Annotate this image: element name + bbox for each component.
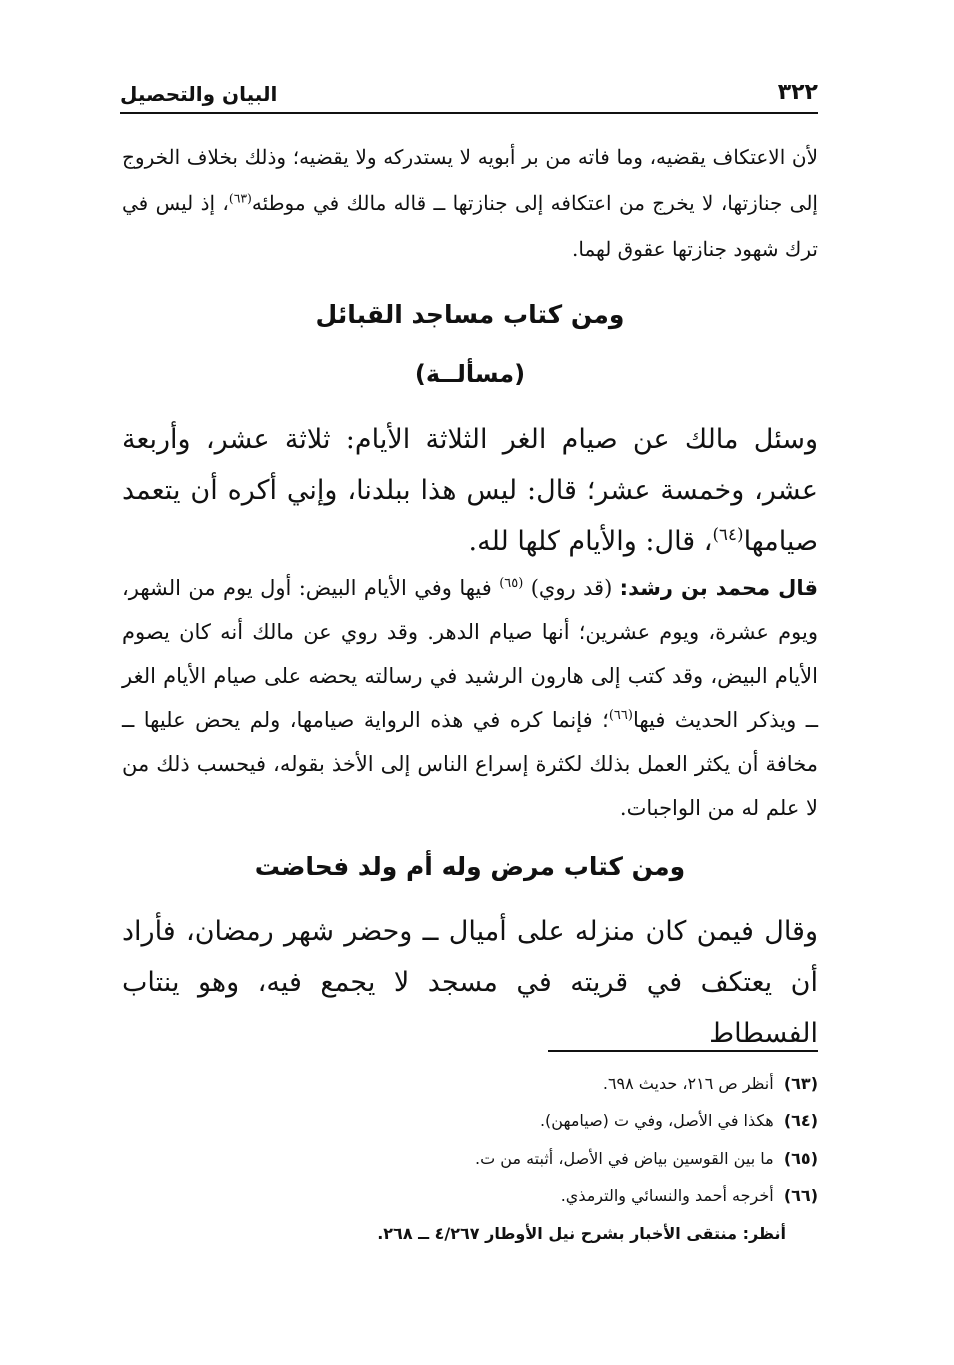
footnote-text: هكذا في الأصل، وفي ت (صيامهن). <box>539 1111 774 1130</box>
footnote-number: (٦٣) <box>783 1074 818 1093</box>
commentary-text-a: (قد روي) <box>523 576 620 600</box>
question-paragraph <box>122 414 818 567</box>
footnote-63 <box>200 1074 818 1094</box>
footnote-ref-66: (٦٦) <box>608 708 633 723</box>
footnote-text: ما بين القوسين بياض في الأصل، أثبته من ت. <box>475 1149 774 1168</box>
footnote-ref-63: (٦٣) <box>228 190 252 206</box>
page-number: ٣٢٢ <box>777 80 818 105</box>
intro-text: لأن الاعتكاف يقضيه، وما فاته من بر أبويه لا يستدركه ولا يقضيه؛ وذلك بخلاف الخروج إلى جنازتها، لا يخرج من اعتكافه إلى جنازتها ــ قاله مالك في موطئه <box>122 145 818 215</box>
footnote-66 <box>200 1186 818 1206</box>
running-head-title: البيان والتحصيل <box>120 82 278 106</box>
commentary-text-b: فيها وفي الأيام البيض: أول يوم من الشهر، ويوم عشرة، ويوم عشرين؛ أنها صيام الدهر. وقد روي عن مالك أنه كان يصوم الأيام البيض، وقد كتب إلى هارون الرشيد في رسالته يحضه على صيام الأيام الغر ــ ويذكر الحديث فيها <box>122 576 818 732</box>
footnote-65 <box>200 1149 818 1169</box>
intro-tail: ، إذ ليس في ترك شهود جنازتها عقوق لهما. <box>122 191 818 261</box>
commentary-text-c: ؛ فإنما كره في هذه الرواية صيامها، ولم يحض عليها ــ مخافة أن يكثر العمل بذلك لكثرة إسراع الناس إلى الأخذ بقوله، فيحسب ذلك من لا علم له من الواجبات. <box>122 708 818 820</box>
issue-label: (مسألــة) <box>414 360 526 388</box>
footnote-ref-64: (٦٤) <box>712 524 744 544</box>
footnote-number: (٦٥) <box>783 1149 818 1168</box>
footnote-ref-65: (٦٥) <box>499 576 524 591</box>
footnote-66-reference: أنظر: منتقى الأخبار بشرح نيل الأوطار ٤/٢٦٧ ــ ٢٦٨. <box>377 1224 786 1243</box>
section-title-mosques: ومن كتاب مساجد القبائل <box>315 300 625 329</box>
header-rule <box>120 112 818 114</box>
intro-paragraph <box>122 134 818 272</box>
footnote-text: أخرجه أحمد والنسائي والترمذي. <box>560 1186 774 1205</box>
section-title-illness: ومن كتاب مرض وله أم ولد فحاضت <box>254 852 686 881</box>
footnote-rule <box>548 1050 818 1052</box>
footnote-number: (٦٦) <box>783 1186 818 1205</box>
footnote-64 <box>200 1111 818 1131</box>
footnote-number: (٦٤) <box>783 1111 818 1130</box>
question-text: وسئل مالك عن صيام الغر الثلاثة الأيام: ثلاثة عشر، وأربعة عشر، وخمسة عشر؛ قال: ليس هذا ببلدنا، وإني أكره أن يتعمد صيامها <box>122 424 818 557</box>
question-tail: ، قال: والأيام كلها لله. <box>468 526 713 557</box>
commentary-paragraph <box>122 566 818 830</box>
commentary-speaker: قال محمد بن رشد: <box>619 576 818 600</box>
footnote-text: أنظر ص ٢١٦، حديث ٦٩٨. <box>602 1074 774 1093</box>
final-paragraph: وقال فيمن كان منزله على أميال ــ وحضر شهر رمضان، فأراد أن يعتكف في قريته في مسجد لا يجمع فيه، وهو ينتاب الفسطاط <box>122 916 818 1049</box>
